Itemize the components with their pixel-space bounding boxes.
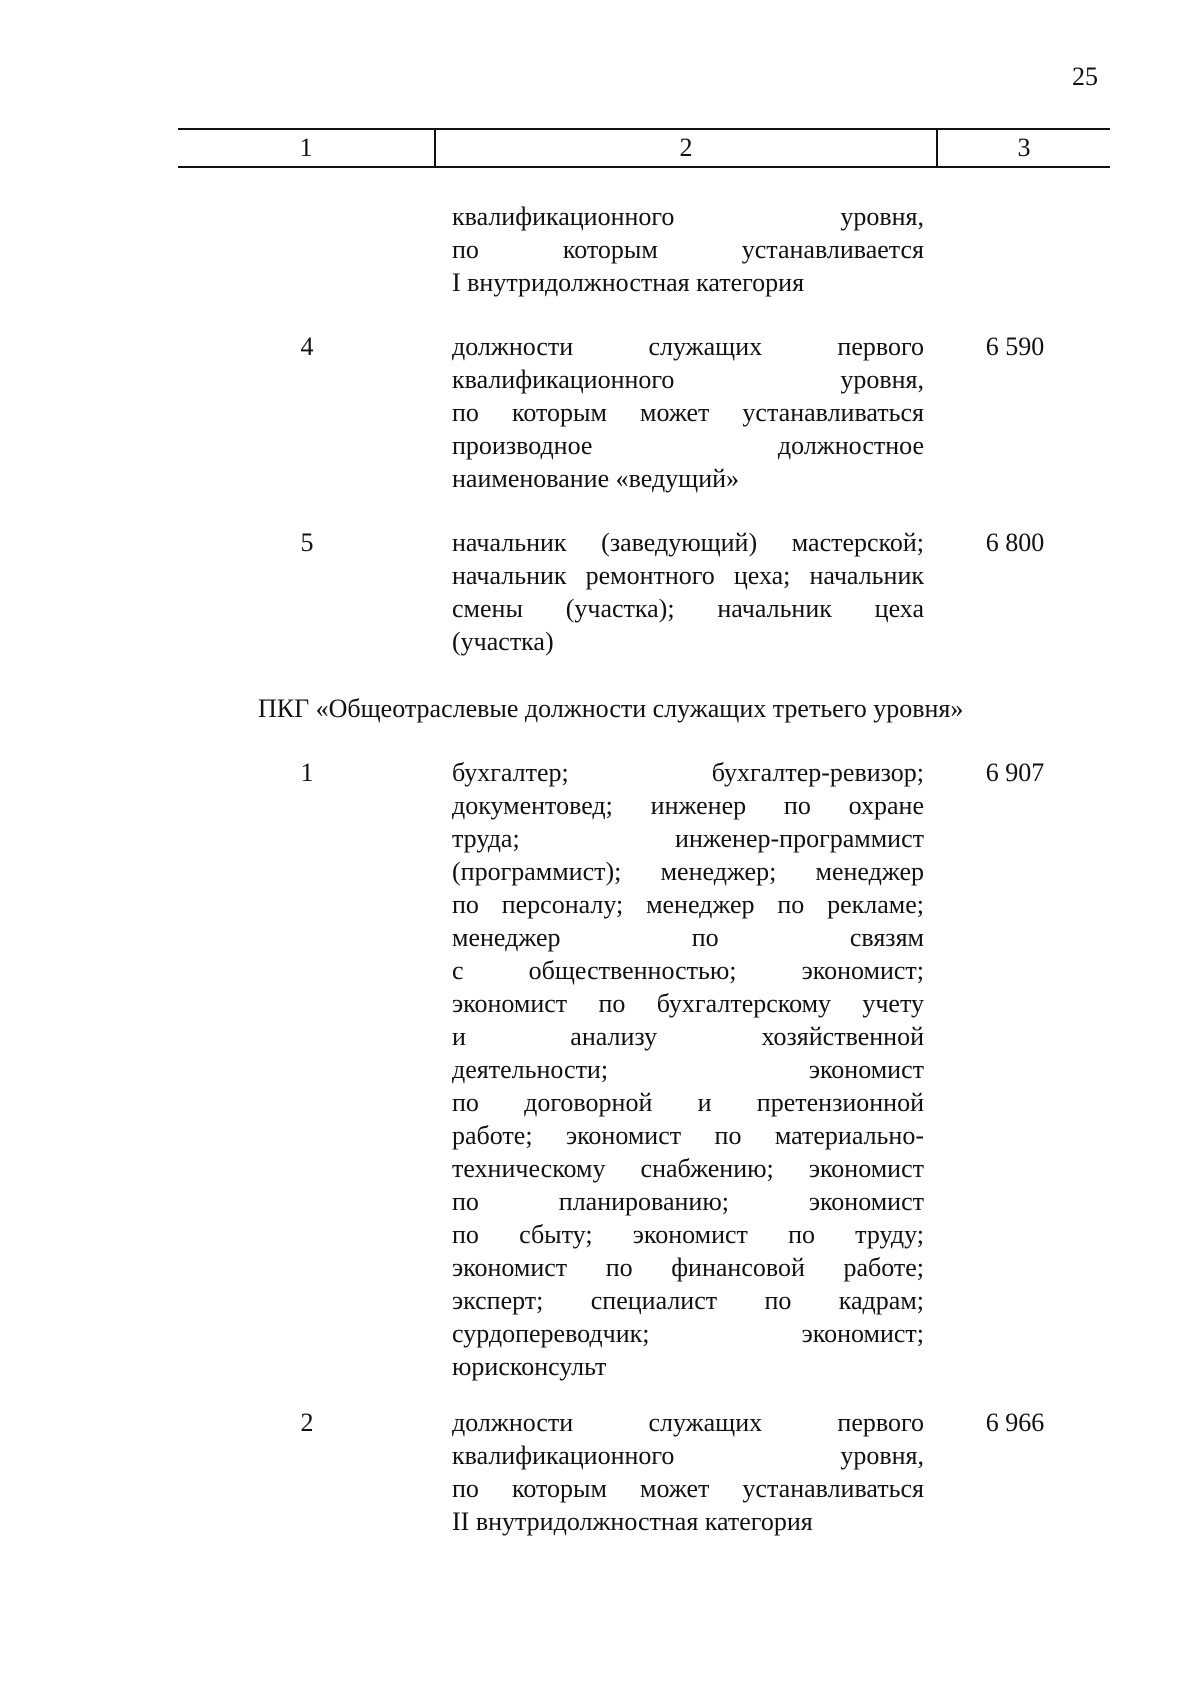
description-line: менеджер по связям (452, 923, 924, 952)
description-line: сурдопереводчик; экономист; (452, 1319, 924, 1348)
description-line: и анализу хозяйственной (452, 1022, 924, 1051)
description-line: экономист по бухгалтерскому учету (452, 989, 924, 1018)
column-header-1: 1 (178, 130, 436, 166)
description-line: квалификационного уровня, (452, 365, 924, 394)
description-line: по которым может устанавливаться (452, 1474, 924, 1503)
description-line: начальник (заведующий) мастерской; (452, 528, 924, 557)
description-line: по сбыту; экономист по труду; (452, 1220, 924, 1249)
description-line: квалификационного уровня, (452, 1441, 924, 1470)
description-line: юрисконсульт (452, 1352, 607, 1381)
row-number: 1 (300, 758, 314, 787)
description-line: труда; инженер-программист (452, 824, 924, 853)
description-line: должности служащих первого (452, 332, 924, 361)
row-number: 5 (300, 528, 314, 557)
description-line: экономист по финансовой работе; (452, 1253, 924, 1282)
page-number: 25 (1072, 62, 1098, 91)
description-line: с общественностью; экономист; (452, 956, 924, 985)
description-line: по планированию; экономист (452, 1187, 924, 1216)
description-line: по персоналу; менеджер по рекламе; (452, 890, 924, 919)
description-line: квалификационного уровня, (452, 202, 924, 231)
description-line: начальник ремонтного цеха; начальник (452, 561, 924, 590)
description-line: смены (участка); начальник цеха (452, 594, 924, 623)
column-header-2: 2 (436, 130, 938, 166)
row-value: 6 800 (985, 528, 1045, 557)
column-header-3: 3 (1017, 133, 1031, 162)
description-line: по которым устанавливается (452, 235, 924, 264)
row-description (452, 756, 924, 1383)
description-line: I внутридолжностная категория (452, 268, 805, 297)
description-line: (программист); менеджер; менеджер (452, 857, 924, 886)
row-description (452, 1406, 924, 1538)
description-line: техническому снабжению; экономист (452, 1154, 924, 1183)
description-line: (участка) (452, 627, 554, 656)
description-line: работе; экономист по материально- (452, 1121, 924, 1150)
description-line: производное должностное (452, 431, 924, 460)
row-value: 6 907 (985, 758, 1045, 787)
description-line: должности служащих первого (452, 1408, 924, 1437)
row-description (452, 330, 924, 495)
description-line: II внутридолжностная категория (452, 1507, 813, 1536)
row-description (452, 200, 924, 299)
row-number: 2 (300, 1408, 314, 1437)
description-line: наименование «ведущий» (452, 464, 740, 493)
row-description (452, 526, 924, 658)
description-line: по договорной и претензионной (452, 1088, 924, 1117)
row-number: 4 (300, 332, 314, 361)
row-value: 6 966 (985, 1408, 1045, 1437)
description-line: документовед; инженер по охране (452, 791, 924, 820)
description-line: по которым может устанавливаться (452, 398, 924, 427)
description-line: деятельности; экономист (452, 1055, 924, 1084)
row-value: 6 590 (985, 332, 1045, 361)
group-title: ПКГ «Общеотраслевые должности служащих третьего уровня» (258, 694, 964, 723)
description-line: эксперт; специалист по кадрам; (452, 1286, 924, 1315)
description-line: бухгалтер; бухгалтер-ревизор; (452, 758, 924, 787)
table-header (178, 128, 1110, 168)
